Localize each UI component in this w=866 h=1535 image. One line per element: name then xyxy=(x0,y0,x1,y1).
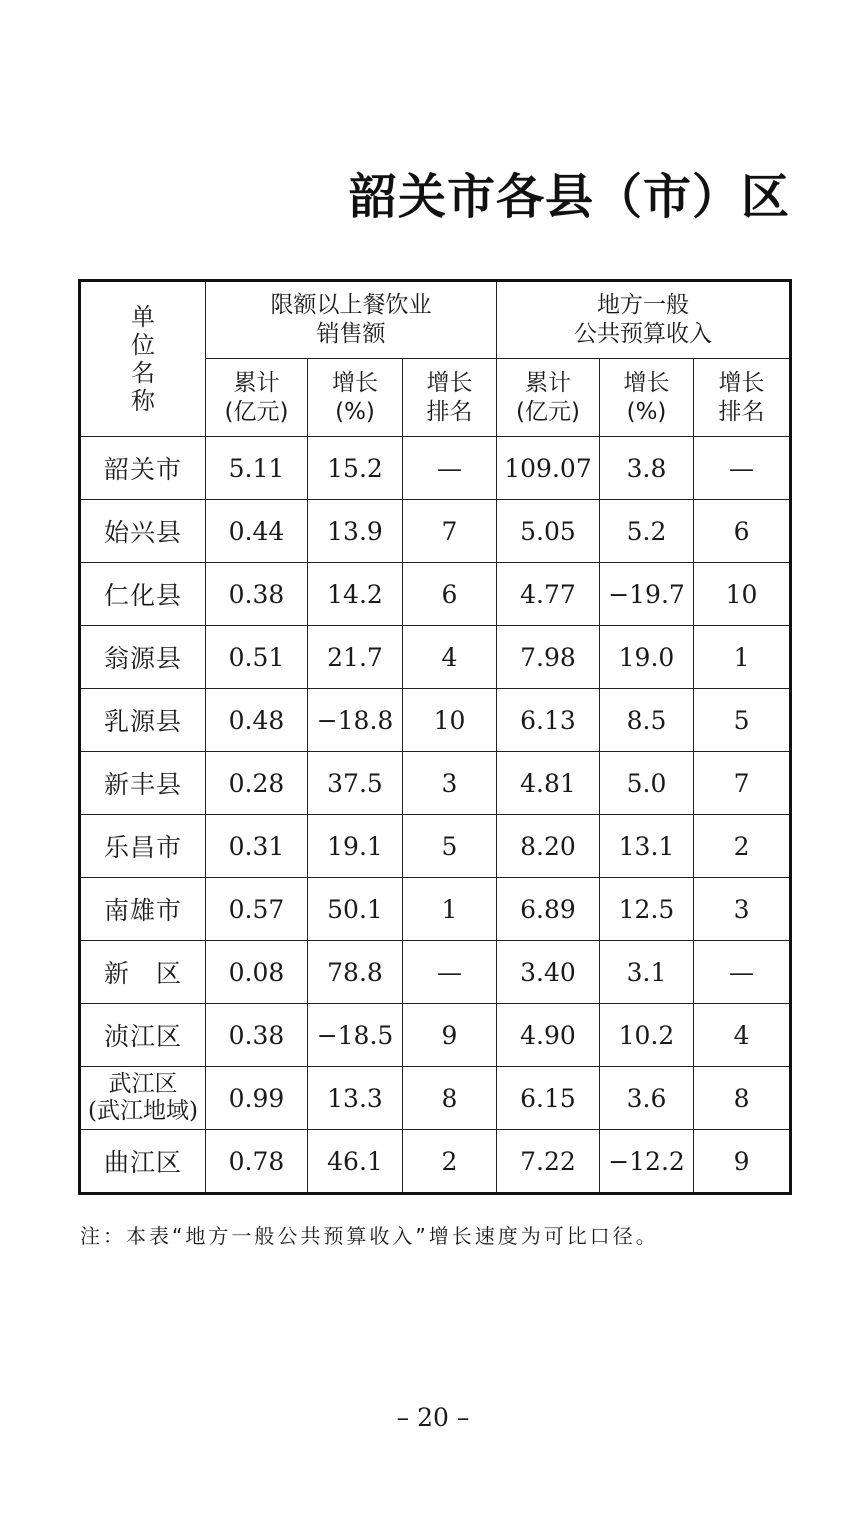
table-cell: 12.5 xyxy=(600,878,694,941)
column-header-line: (%) xyxy=(335,398,375,425)
table-cell: 37.5 xyxy=(308,752,403,815)
table-row xyxy=(80,563,791,626)
row-unit-name: 韶关市 xyxy=(80,437,206,500)
table-cell: 6.15 xyxy=(497,1067,600,1130)
column-header-line: 累计 xyxy=(525,369,571,396)
table-cell: 7 xyxy=(403,500,497,563)
table-cell: 2 xyxy=(403,1130,497,1194)
row-unit-name-line: 武江区 xyxy=(108,1071,178,1097)
table-cell: 0.48 xyxy=(206,689,308,752)
row-unit-name: 浈江区 xyxy=(80,1004,206,1067)
table-row xyxy=(80,1067,791,1130)
table-cell: 0.08 xyxy=(206,941,308,1004)
table-cell: 5 xyxy=(403,815,497,878)
table-cell: 6 xyxy=(694,500,791,563)
table-cell: — xyxy=(694,941,791,1004)
table-cell: 9 xyxy=(694,1130,791,1194)
table-cell: −18.5 xyxy=(308,1004,403,1067)
table-row xyxy=(80,1004,791,1067)
table-cell: 13.1 xyxy=(600,815,694,878)
table-cell: 10 xyxy=(694,563,791,626)
table-cell: 1 xyxy=(403,878,497,941)
header-row-groups xyxy=(80,281,791,359)
row-unit-name-line: (武江地域) xyxy=(88,1098,198,1124)
table-cell: 1 xyxy=(694,626,791,689)
column-header-line: (亿元) xyxy=(516,398,580,425)
column-header-line: 增长 xyxy=(332,369,378,396)
column-header xyxy=(600,359,694,437)
table-cell: 3.8 xyxy=(600,437,694,500)
table-cell: 15.2 xyxy=(308,437,403,500)
table-row xyxy=(80,1130,791,1194)
table-cell: 6 xyxy=(403,563,497,626)
table-cell: — xyxy=(403,941,497,1004)
data-table-container xyxy=(78,279,789,1195)
table-cell: 10 xyxy=(403,689,497,752)
table-cell: 21.7 xyxy=(308,626,403,689)
column-header-line: 增长 xyxy=(718,369,765,396)
row-unit-name: 翁源县 xyxy=(80,626,206,689)
table-cell: 4 xyxy=(403,626,497,689)
table-cell: 3.6 xyxy=(600,1067,694,1130)
table-cell: 6.89 xyxy=(497,878,600,941)
table-cell: 3 xyxy=(694,878,791,941)
table-cell: 5.05 xyxy=(497,500,600,563)
column-header-line: 累计 xyxy=(233,369,280,396)
column-header xyxy=(308,359,403,437)
table-cell: 0.57 xyxy=(206,878,308,941)
table-cell: 9 xyxy=(403,1004,497,1067)
table-cell: 5.0 xyxy=(600,752,694,815)
table-cell: 46.1 xyxy=(308,1130,403,1194)
table-cell: 0.38 xyxy=(206,563,308,626)
table-cell: 0.78 xyxy=(206,1130,308,1194)
group-header-public-budget-revenue xyxy=(497,281,791,359)
table-cell: 7.98 xyxy=(497,626,600,689)
column-header-line: (%) xyxy=(626,398,667,425)
row-unit-name: 始兴县 xyxy=(80,500,206,563)
table-cell: 0.31 xyxy=(206,815,308,878)
unit-name-header xyxy=(80,281,206,437)
column-header-line: 排名 xyxy=(718,398,765,425)
table-cell: 4 xyxy=(694,1004,791,1067)
table-cell: 4.81 xyxy=(497,752,600,815)
row-unit-name: 新 区 xyxy=(80,941,206,1004)
table-cell: 14.2 xyxy=(308,563,403,626)
table-cell: 5.11 xyxy=(206,437,308,500)
data-table xyxy=(78,279,792,1195)
table-cell: 4.77 xyxy=(497,563,600,626)
table-cell: 0.51 xyxy=(206,626,308,689)
table-cell: 0.38 xyxy=(206,1004,308,1067)
footnote: 注：本表“地方一般公共预算收入”增长速度为可比口径。 xyxy=(80,1224,659,1248)
table-cell: 0.28 xyxy=(206,752,308,815)
group-header-line: 销售额 xyxy=(316,321,386,347)
table-row xyxy=(80,815,791,878)
column-header xyxy=(694,359,791,437)
row-unit-name: 南雄市 xyxy=(80,878,206,941)
table-cell: 3.40 xyxy=(497,941,600,1004)
page-title: 韶关市各县（市）区 xyxy=(348,169,790,225)
column-header-line: 增长 xyxy=(623,369,670,396)
column-header xyxy=(497,359,600,437)
table-row xyxy=(80,941,791,1004)
table-cell: 7 xyxy=(694,752,791,815)
row-unit-name xyxy=(80,1067,206,1130)
table-row xyxy=(80,626,791,689)
row-unit-name: 新丰县 xyxy=(80,752,206,815)
row-unit-name: 乐昌市 xyxy=(80,815,206,878)
table-cell: 19.1 xyxy=(308,815,403,878)
page-number: – 20 – xyxy=(396,1403,470,1432)
table-cell: 6.13 xyxy=(497,689,600,752)
unit-header-char: 名 xyxy=(131,359,155,387)
table-cell: 3 xyxy=(403,752,497,815)
row-unit-name: 仁化县 xyxy=(80,563,206,626)
table-row xyxy=(80,689,791,752)
table-cell: −12.2 xyxy=(600,1130,694,1194)
group-header-catering-sales xyxy=(206,281,497,359)
row-unit-name: 乳源县 xyxy=(80,689,206,752)
table-row xyxy=(80,878,791,941)
table-cell: 10.2 xyxy=(600,1004,694,1067)
table-cell: 5.2 xyxy=(600,500,694,563)
table-cell: 3.1 xyxy=(600,941,694,1004)
table-cell: 13.3 xyxy=(308,1067,403,1130)
table-cell: — xyxy=(403,437,497,500)
row-unit-name: 曲江区 xyxy=(80,1130,206,1194)
table-row xyxy=(80,752,791,815)
table-cell: −18.8 xyxy=(308,689,403,752)
table-cell: 13.9 xyxy=(308,500,403,563)
column-header-line: 增长 xyxy=(426,369,473,396)
table-cell: −19.7 xyxy=(600,563,694,626)
table-row xyxy=(80,500,791,563)
group-header-line: 公共预算收入 xyxy=(574,321,713,347)
table-cell: 19.0 xyxy=(600,626,694,689)
table-cell: — xyxy=(694,437,791,500)
table-body xyxy=(80,437,791,1194)
table-cell: 50.1 xyxy=(308,878,403,941)
group-header-line: 地方一般 xyxy=(597,292,690,318)
column-header-line: (亿元) xyxy=(224,398,289,425)
table-cell: 8.5 xyxy=(600,689,694,752)
table-cell: 7.22 xyxy=(497,1130,600,1194)
table-cell: 4.90 xyxy=(497,1004,600,1067)
table-row xyxy=(80,437,791,500)
table-cell: 0.99 xyxy=(206,1067,308,1130)
table-header xyxy=(80,281,791,437)
column-header xyxy=(206,359,308,437)
unit-header-char: 称 xyxy=(131,387,155,415)
unit-header-char: 单 xyxy=(131,303,155,331)
table-cell: 2 xyxy=(694,815,791,878)
table-cell: 8.20 xyxy=(497,815,600,878)
table-cell: 0.44 xyxy=(206,500,308,563)
table-cell: 78.8 xyxy=(308,941,403,1004)
unit-header-char: 位 xyxy=(131,331,155,359)
table-cell: 109.07 xyxy=(497,437,600,500)
column-header xyxy=(403,359,497,437)
table-cell: 5 xyxy=(694,689,791,752)
column-header-line: 排名 xyxy=(426,398,473,425)
table-cell: 8 xyxy=(403,1067,497,1130)
group-header-line: 限额以上餐饮业 xyxy=(270,292,432,318)
table-cell: 8 xyxy=(694,1067,791,1130)
